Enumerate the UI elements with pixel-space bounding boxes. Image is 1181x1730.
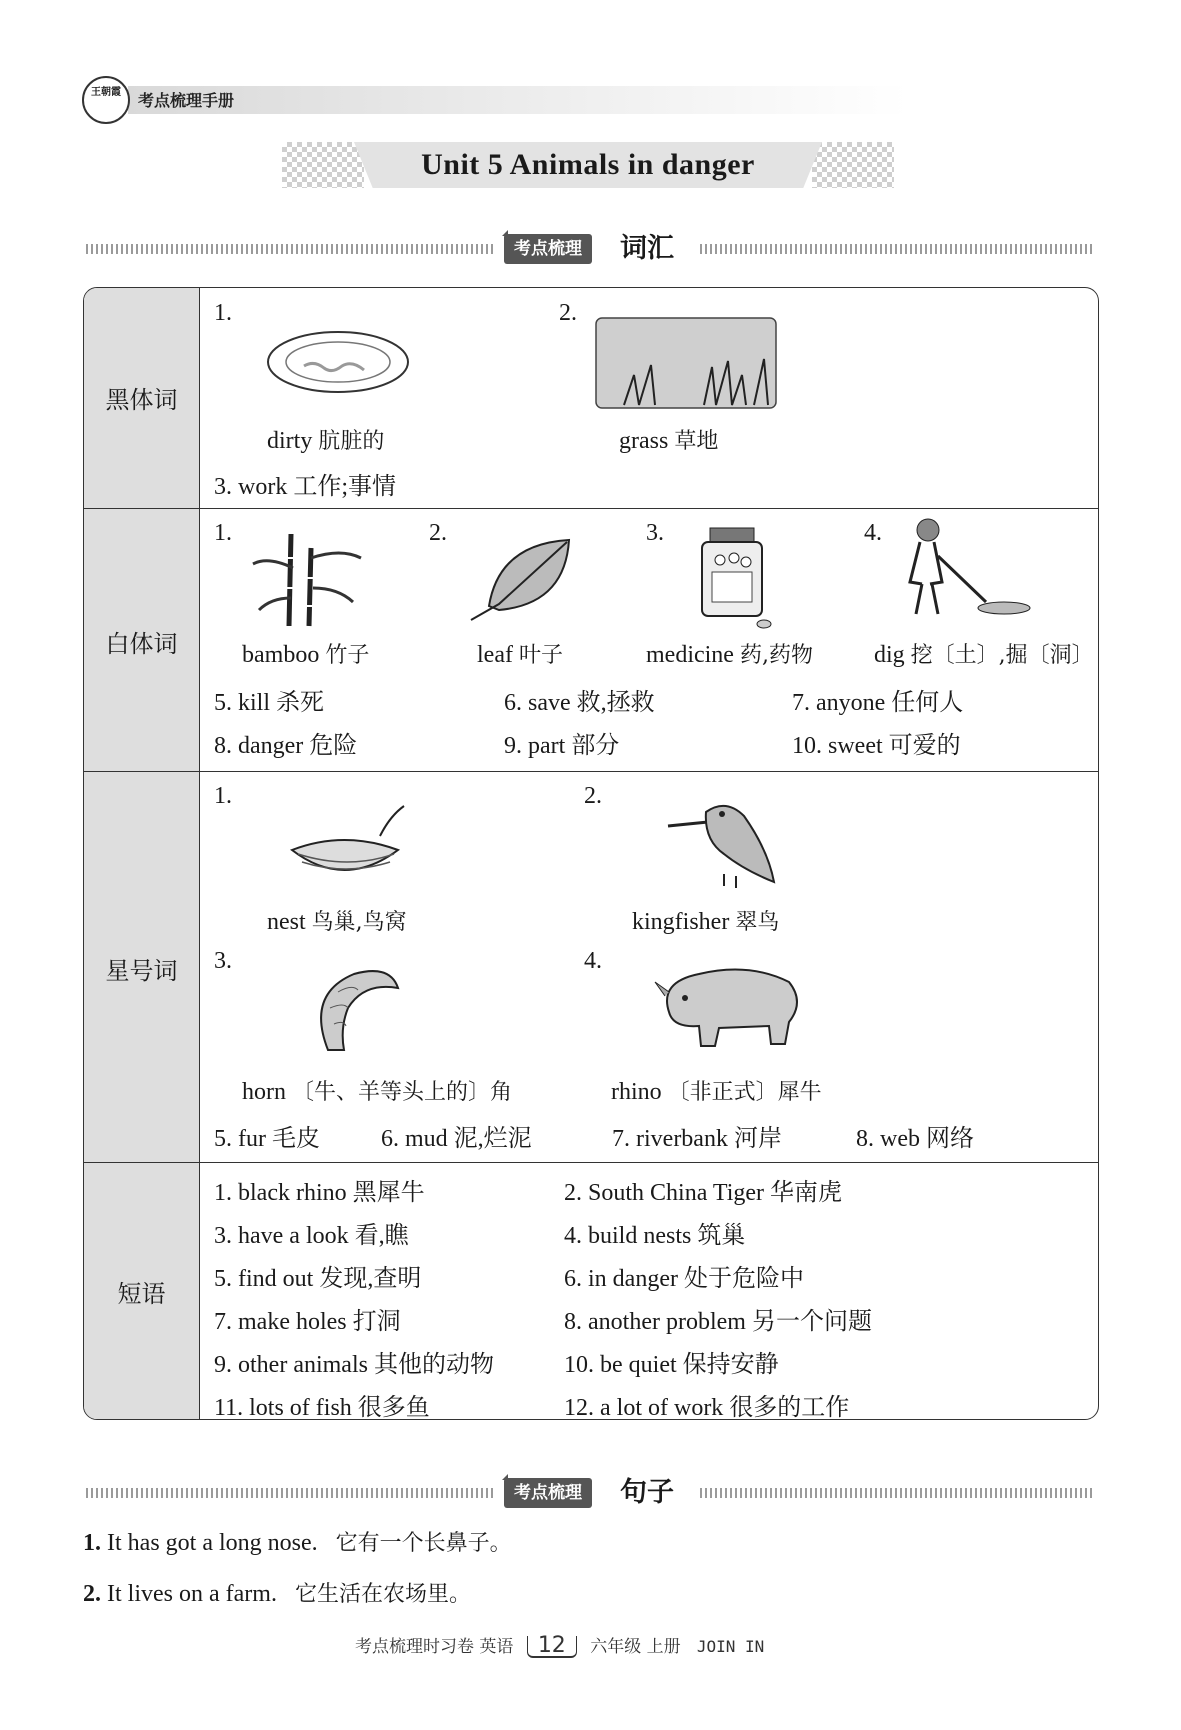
unit-title: Unit 5 Animals in danger xyxy=(421,148,755,181)
phrase-item: 7. make holes 打洞 xyxy=(214,1309,401,1335)
section-tag: 考点梳理 xyxy=(504,1478,592,1508)
phrase-item: 6. in danger 处于危险中 xyxy=(564,1266,804,1292)
vocabulary-table: 黑体词 1. dirty 肮脏的 2. grass 草地 3. work 工作;事情 白体词 1. bamboo 竹子 2. leaf 叶子 3. medicine 药,药物 4. dig 挖〔土〕,掘〔洞〕 5. kill 杀死 6. save 救,拯救 7. anyone 任何人 8. danger 危险 9. part 部分 10. sweet 可爱的 星号词 1. nest 鸟巢,鸟窝 2. kingfisher 翠鸟 3. horn 〔牛、羊等头上的〕角 4. rhino 〔非正式〕犀牛 5. fur 毛皮 6. mud 泥,烂泥 7. riverbank 河岸 8. web 网络 短语 1. black rhino 黑犀牛 2. South China Tiger 华南虎 3. have a look 看,瞧 4. build nests 筑巢 5. find out 发现,查明 6. in danger 处于危险中 7. make holes 打洞 8. another problem 另一个问题 9. other animals 其他的动物 10. be quiet 保持安静 11. lots of fish 很多鱼 12. a lot of work 很多的工作 xyxy=(83,287,1099,1420)
vocab-leaf: leaf 叶子 xyxy=(477,642,563,668)
vocab-item: 3. work 工作;事情 xyxy=(214,474,396,500)
row-label: 黑体词 xyxy=(105,386,178,414)
vocab-kingfisher: kingfisher 翠鸟 xyxy=(632,909,780,935)
rhino-icon xyxy=(649,952,809,1052)
phrase-item: 11. lots of fish 很多鱼 xyxy=(214,1395,430,1420)
sentence-item: 1. It has got a long nose. 它有一个长鼻子。 xyxy=(83,1530,512,1556)
nest-icon xyxy=(284,800,409,880)
vocab-dirty: dirty 肮脏的 xyxy=(267,428,385,454)
phrase-item: 1. black rhino 黑犀牛 xyxy=(214,1180,425,1206)
section-title: 句子 xyxy=(620,1477,674,1508)
publisher-logo: 王朝霞 xyxy=(82,76,130,124)
vocab-item: 8. danger 危险 xyxy=(214,733,358,759)
phrase-item: 8. another problem 另一个问题 xyxy=(564,1309,872,1335)
header-band xyxy=(128,86,908,114)
unit-title-banner xyxy=(282,142,894,188)
vocab-item: 10. sweet 可爱的 xyxy=(792,733,961,759)
vocab-rhino: rhino 〔非正式〕犀牛 xyxy=(611,1079,822,1105)
row-label: 星号词 xyxy=(105,957,178,985)
kingfisher-icon xyxy=(664,790,784,890)
vocab-bamboo: bamboo 竹子 xyxy=(242,642,370,668)
page-footer: 考点梳理时习卷 英语 12 六年级 上册 JOIN IN xyxy=(355,1633,765,1658)
phrase-item: 3. have a look 看,瞧 xyxy=(214,1223,409,1249)
vocab-item: 7. riverbank 河岸 xyxy=(612,1126,782,1152)
vocab-dig: dig 挖〔土〕,掘〔洞〕 xyxy=(874,642,1094,668)
section-tag: 考点梳理 xyxy=(504,234,592,264)
dirty-plate-icon xyxy=(264,326,414,396)
vocab-grass: grass 草地 xyxy=(619,428,719,454)
vocab-item: 6. mud 泥,烂泥 xyxy=(381,1126,532,1152)
vocab-item: 5. fur 毛皮 xyxy=(214,1126,320,1152)
vocab-nest: nest 鸟巢,鸟窝 xyxy=(267,909,407,935)
sentence-item: 2. It lives on a farm. 它生活在农场里。 xyxy=(83,1581,471,1607)
vocab-item: 5. kill 杀死 xyxy=(214,690,325,716)
grass-icon xyxy=(594,310,778,410)
section-heading-vocab xyxy=(86,232,1094,266)
vocab-item: 6. save 救,拯救 xyxy=(504,690,655,716)
phrase-item: 9. other animals 其他的动物 xyxy=(214,1352,494,1378)
leaf-icon xyxy=(469,534,579,624)
phrase-item: 4. build nests 筑巢 xyxy=(564,1223,746,1249)
vocab-item: 8. web 网络 xyxy=(856,1126,974,1152)
row-label: 短语 xyxy=(117,1280,166,1308)
digging-boy-icon xyxy=(894,516,1034,626)
vocab-horn: horn 〔牛、羊等头上的〕角 xyxy=(242,1079,513,1105)
phrase-item: 2. South China Tiger 华南虎 xyxy=(564,1180,843,1206)
phrase-item: 5. find out 发现,查明 xyxy=(214,1266,422,1292)
vocab-item: 7. anyone 任何人 xyxy=(792,690,964,716)
vocab-medicine: medicine 药,药物 xyxy=(646,642,813,668)
phrase-item: 12. a lot of work 很多的工作 xyxy=(564,1395,850,1420)
medicine-bottle-icon xyxy=(694,524,774,630)
vocab-item: 9. part 部分 xyxy=(504,733,620,759)
page-number: 12 xyxy=(527,1636,577,1658)
phrase-item: 10. be quiet 保持安静 xyxy=(564,1352,779,1378)
header-title: 考点梳理手册 xyxy=(138,91,235,110)
bamboo-icon xyxy=(249,528,369,628)
section-heading-sentences xyxy=(86,1476,1094,1510)
section-title: 词汇 xyxy=(620,233,674,264)
horn-icon xyxy=(304,964,404,1054)
row-label: 白体词 xyxy=(105,630,178,658)
